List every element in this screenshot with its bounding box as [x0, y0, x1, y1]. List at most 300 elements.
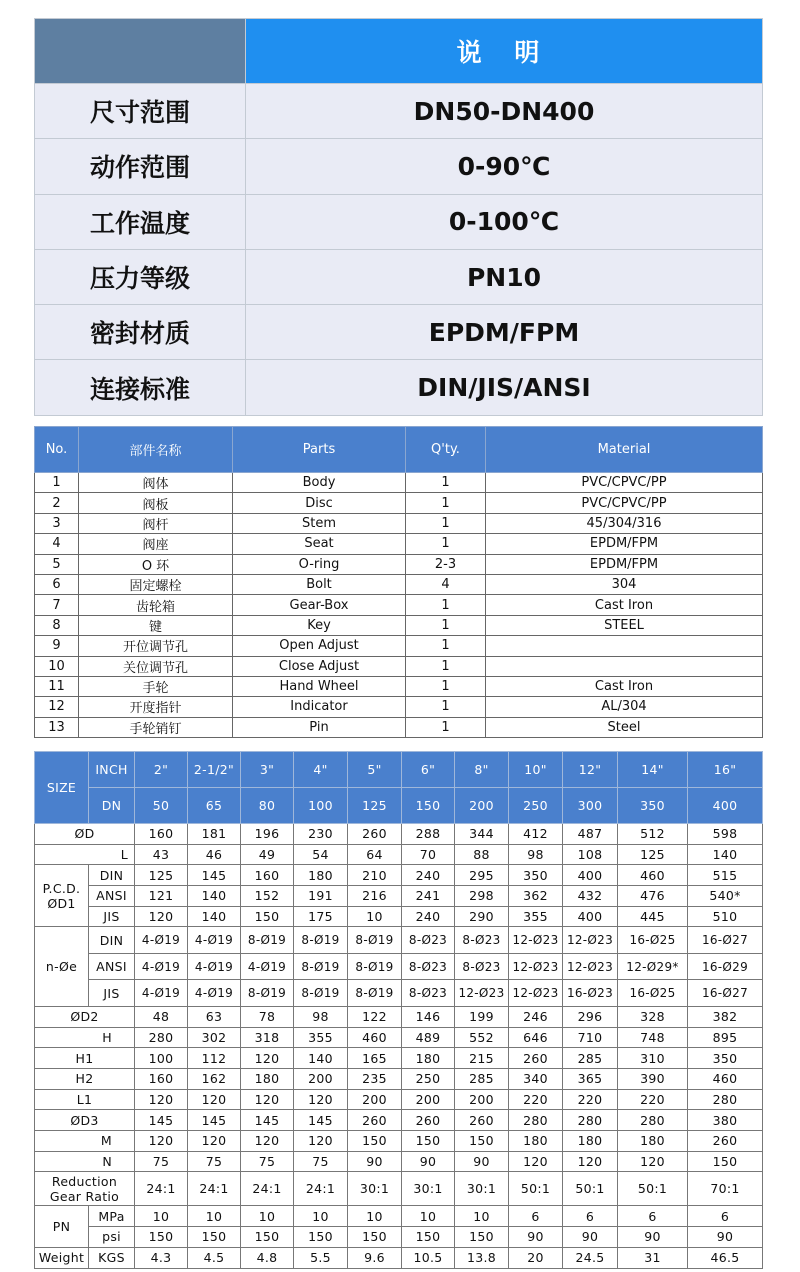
dim-value: 150 — [688, 1151, 763, 1172]
dim-value: 150 — [188, 1227, 241, 1248]
dim-value: 46.5 — [688, 1247, 763, 1268]
row-label: H2 — [35, 1069, 135, 1090]
part-name: O-ring — [233, 554, 406, 574]
dim-value: 302 — [188, 1027, 241, 1048]
row-label: H — [35, 1027, 135, 1048]
dim-value: 46 — [188, 844, 241, 865]
dim-value: 10 — [241, 1206, 294, 1227]
dim-value: 280 — [509, 1110, 563, 1131]
dim-value: 12-Ø23 — [509, 953, 563, 980]
dim-value: 215 — [455, 1048, 509, 1069]
dim-value: 8-Ø19 — [294, 953, 348, 980]
reduction-label-line2: Gear Ratio — [49, 1188, 120, 1204]
dim-value: 4-Ø19 — [241, 953, 294, 980]
dim-value: 250 — [402, 1069, 455, 1090]
dim-value: 10 — [294, 1206, 348, 1227]
dim-value: 160 — [241, 865, 294, 886]
part-name: Body — [233, 473, 406, 493]
dim-value: 8-Ø23 — [402, 980, 455, 1007]
dim-value: 6 — [688, 1206, 763, 1227]
part-name-cn: 固定螺栓 — [79, 574, 233, 594]
dim-value: 235 — [348, 1069, 402, 1090]
part-no: 13 — [35, 717, 79, 737]
spec-label: 工作温度 — [35, 194, 246, 249]
dim-value: 120 — [241, 1089, 294, 1110]
parts-row — [35, 717, 763, 737]
row-l — [35, 844, 763, 865]
spec-row — [35, 139, 763, 194]
dim-value: 150 — [402, 1131, 455, 1152]
part-name-cn: 阀体 — [79, 473, 233, 493]
dim-value: 487 — [563, 824, 618, 845]
row-single — [35, 1151, 763, 1172]
dim-value: 180 — [563, 1131, 618, 1152]
dim-value: 260 — [509, 1048, 563, 1069]
part-no: 4 — [35, 534, 79, 554]
dim-value: 145 — [188, 865, 241, 886]
dim-value: 13.8 — [455, 1247, 509, 1268]
dim-value: 260 — [348, 824, 402, 845]
part-name: Indicator — [233, 697, 406, 717]
dim-value: 50:1 — [563, 1172, 618, 1206]
dim-value: 12-Ø23 — [509, 980, 563, 1007]
part-name: Stem — [233, 513, 406, 533]
part-name: Seat — [233, 534, 406, 554]
dim-value: 120 — [188, 1131, 241, 1152]
dim-value: 162 — [188, 1069, 241, 1090]
spec-label: 密封材质 — [35, 305, 246, 360]
inch-size: 5" — [348, 752, 402, 788]
part-name-cn: 阀座 — [79, 534, 233, 554]
row-pcd — [35, 906, 763, 927]
dim-value: 30:1 — [455, 1172, 509, 1206]
dim-value: 12-Ø23 — [509, 927, 563, 954]
part-name-cn: 关位调节孔 — [79, 656, 233, 676]
standard-label: ANSI — [89, 886, 135, 907]
dim-value: 120 — [135, 1131, 188, 1152]
standard-label: JIS — [89, 906, 135, 927]
part-name: Key — [233, 615, 406, 635]
part-name-cn: O 环 — [79, 554, 233, 574]
part-name: Hand Wheel — [233, 676, 406, 696]
part-material: Steel — [486, 717, 763, 737]
parts-header-qty: Q'ty. — [406, 427, 486, 473]
parts-row — [35, 636, 763, 656]
dim-value: 10 — [455, 1206, 509, 1227]
dim-value: 318 — [241, 1027, 294, 1048]
dim-value: 98 — [294, 1006, 348, 1027]
part-qty: 1 — [406, 493, 486, 513]
row-label: ØD2 — [35, 1006, 135, 1027]
dim-value: 30:1 — [402, 1172, 455, 1206]
parts-header-no: No. — [35, 427, 79, 473]
dim-value: 180 — [402, 1048, 455, 1069]
row-pcd — [35, 886, 763, 907]
dim-value: 552 — [455, 1027, 509, 1048]
spec-value: 0-100℃ — [246, 194, 763, 249]
dim-value: 445 — [618, 906, 688, 927]
dn-size: 250 — [509, 788, 563, 824]
parts-row — [35, 615, 763, 635]
dim-value: 48 — [135, 1006, 188, 1027]
dim-value: 125 — [618, 844, 688, 865]
dim-value: 515 — [688, 865, 763, 886]
unit-label: KGS — [89, 1247, 135, 1268]
spec-corner — [35, 19, 246, 84]
dim-value: 328 — [618, 1006, 688, 1027]
dim-value: 78 — [241, 1006, 294, 1027]
dim-value: 598 — [688, 824, 763, 845]
dims-dn-label: DN — [89, 788, 135, 824]
part-no: 5 — [35, 554, 79, 574]
dim-value: 4-Ø19 — [188, 953, 241, 980]
part-material: AL/304 — [486, 697, 763, 717]
part-no: 6 — [35, 574, 79, 594]
part-no: 11 — [35, 676, 79, 696]
inch-size: 2" — [135, 752, 188, 788]
dim-value: 49 — [241, 844, 294, 865]
dim-value: 748 — [618, 1027, 688, 1048]
parts-row — [35, 554, 763, 574]
part-qty: 1 — [406, 513, 486, 533]
dim-value: 152 — [241, 886, 294, 907]
row-label: L1 — [35, 1089, 135, 1110]
dim-value: 64 — [348, 844, 402, 865]
dim-value: 460 — [618, 865, 688, 886]
spec-value: PN10 — [246, 249, 763, 304]
dim-value: 16-Ø29 — [688, 953, 763, 980]
standard-label: DIN — [89, 865, 135, 886]
dim-value: 145 — [294, 1110, 348, 1131]
part-no: 2 — [35, 493, 79, 513]
spec-label: 压力等级 — [35, 249, 246, 304]
dim-value: 460 — [688, 1069, 763, 1090]
dim-value: 296 — [563, 1006, 618, 1027]
spec-row — [35, 194, 763, 249]
spec-label: 尺寸范围 — [35, 84, 246, 139]
part-no: 10 — [35, 656, 79, 676]
spec-header-row — [35, 19, 763, 84]
dim-value: 63 — [188, 1006, 241, 1027]
part-qty: 1 — [406, 717, 486, 737]
dim-value: 510 — [688, 906, 763, 927]
ne-label: n-Øe — [35, 927, 89, 1007]
dim-value: 191 — [294, 886, 348, 907]
inch-size: 8" — [455, 752, 509, 788]
spec-value: DN50-DN400 — [246, 84, 763, 139]
dim-value: 10 — [348, 906, 402, 927]
dim-value: 98 — [509, 844, 563, 865]
part-name-cn: 手轮 — [79, 676, 233, 696]
dim-value: 100 — [135, 1048, 188, 1069]
dim-value: 90 — [348, 1151, 402, 1172]
part-name: Gear-Box — [233, 595, 406, 615]
inch-size: 4" — [294, 752, 348, 788]
dim-value: 489 — [402, 1027, 455, 1048]
pcd-label-line1: P.C.D. — [42, 880, 81, 896]
dim-value: 412 — [509, 824, 563, 845]
row-ne — [35, 927, 763, 954]
part-qty: 1 — [406, 473, 486, 493]
dim-value: 285 — [455, 1069, 509, 1090]
spec-value: EPDM/FPM — [246, 305, 763, 360]
dim-value: 355 — [509, 906, 563, 927]
inch-size: 3" — [241, 752, 294, 788]
dim-value: 150 — [135, 1227, 188, 1248]
dim-value: 220 — [563, 1089, 618, 1110]
dim-value: 362 — [509, 886, 563, 907]
dim-value: 10.5 — [402, 1247, 455, 1268]
dim-value: 6 — [509, 1206, 563, 1227]
dim-value: 90 — [618, 1227, 688, 1248]
dim-value: 120 — [241, 1048, 294, 1069]
dim-value: 8-Ø19 — [348, 953, 402, 980]
dim-value: 540* — [688, 886, 763, 907]
dim-value: 150 — [455, 1131, 509, 1152]
dim-value: 16-Ø25 — [618, 927, 688, 954]
dim-value: 290 — [455, 906, 509, 927]
dim-value: 150 — [294, 1227, 348, 1248]
parts-header-cn: 部件名称 — [79, 427, 233, 473]
dim-value: 220 — [618, 1089, 688, 1110]
row-weight — [35, 1247, 763, 1268]
dim-value: 4.3 — [135, 1247, 188, 1268]
part-name: Bolt — [233, 574, 406, 594]
row-single — [35, 1110, 763, 1131]
part-name-cn: 手轮销钉 — [79, 717, 233, 737]
dim-value: 140 — [188, 906, 241, 927]
row-pcd — [35, 865, 763, 886]
dim-value: 200 — [402, 1089, 455, 1110]
dim-value: 4.8 — [241, 1247, 294, 1268]
dim-value: 646 — [509, 1027, 563, 1048]
dim-value: 6 — [618, 1206, 688, 1227]
dim-value: 120 — [509, 1151, 563, 1172]
parts-row — [35, 676, 763, 696]
dim-value: 112 — [188, 1048, 241, 1069]
dim-value: 90 — [563, 1227, 618, 1248]
dim-value: 340 — [509, 1069, 563, 1090]
dim-value: 280 — [618, 1110, 688, 1131]
dim-value: 146 — [402, 1006, 455, 1027]
part-no: 9 — [35, 636, 79, 656]
spec-value: DIN/JIS/ANSI — [246, 360, 763, 415]
row-single — [35, 1027, 763, 1048]
dim-value: 6 — [563, 1206, 618, 1227]
parts-row — [35, 656, 763, 676]
dim-value: 260 — [455, 1110, 509, 1131]
standard-label: JIS — [89, 980, 135, 1007]
parts-row — [35, 574, 763, 594]
dim-value: 260 — [688, 1131, 763, 1152]
row-label: H1 — [35, 1048, 135, 1069]
dim-value: 90 — [688, 1227, 763, 1248]
part-name-cn: 开位调节孔 — [79, 636, 233, 656]
dim-value: 180 — [241, 1069, 294, 1090]
dim-value: 200 — [294, 1069, 348, 1090]
dim-value: 8-Ø19 — [348, 980, 402, 1007]
pcd-label — [35, 865, 89, 927]
dim-value: 400 — [563, 906, 618, 927]
dim-value: 216 — [348, 886, 402, 907]
parts-body — [35, 473, 763, 738]
dim-value: 90 — [402, 1151, 455, 1172]
unit-label: MPa — [89, 1206, 135, 1227]
dim-value: 8-Ø23 — [455, 953, 509, 980]
row-label: N — [35, 1151, 135, 1172]
dn-size: 300 — [563, 788, 618, 824]
dim-value: 344 — [455, 824, 509, 845]
dim-value: 390 — [618, 1069, 688, 1090]
parts-header-material: Material — [486, 427, 763, 473]
reduction-label — [35, 1172, 135, 1206]
dim-value: 240 — [402, 865, 455, 886]
part-no: 7 — [35, 595, 79, 615]
dim-value: 90 — [455, 1151, 509, 1172]
parts-row — [35, 534, 763, 554]
dim-value: 476 — [618, 886, 688, 907]
dim-value: 230 — [294, 824, 348, 845]
part-material: 304 — [486, 574, 763, 594]
parts-header-parts: Parts — [233, 427, 406, 473]
dim-value: 4-Ø19 — [188, 927, 241, 954]
dim-value: 298 — [455, 886, 509, 907]
unit-label: psi — [89, 1227, 135, 1248]
standard-label: DIN — [89, 927, 135, 954]
dim-value: 150 — [402, 1227, 455, 1248]
dim-value: 10 — [402, 1206, 455, 1227]
dim-value: 180 — [294, 865, 348, 886]
dim-value: 350 — [509, 865, 563, 886]
dn-size: 350 — [618, 788, 688, 824]
row-ne — [35, 953, 763, 980]
dim-value: 24.5 — [563, 1247, 618, 1268]
inch-size: 6" — [402, 752, 455, 788]
dn-size: 400 — [688, 788, 763, 824]
inch-size: 2-1/2" — [188, 752, 241, 788]
part-name-cn: 开度指针 — [79, 697, 233, 717]
dim-value: 199 — [455, 1006, 509, 1027]
spec-row — [35, 305, 763, 360]
dim-value: 43 — [135, 844, 188, 865]
dims-dn-row — [35, 788, 763, 824]
dim-value: 150 — [348, 1131, 402, 1152]
dim-value: 4.5 — [188, 1247, 241, 1268]
row-label: M — [35, 1131, 135, 1152]
dim-value: 8-Ø19 — [241, 927, 294, 954]
dim-value: 145 — [241, 1110, 294, 1131]
dim-value: 108 — [563, 844, 618, 865]
dim-value: 54 — [294, 844, 348, 865]
dim-value: 125 — [135, 865, 188, 886]
dim-value: 120 — [135, 906, 188, 927]
pcd-label-line2: ØD1 — [47, 895, 76, 911]
dim-value: 90 — [509, 1227, 563, 1248]
dim-value: 200 — [455, 1089, 509, 1110]
row-label: L — [35, 844, 135, 865]
dim-value: 88 — [455, 844, 509, 865]
spec-table — [34, 18, 763, 416]
dim-value: 24:1 — [188, 1172, 241, 1206]
dim-value: 175 — [294, 906, 348, 927]
dn-size: 100 — [294, 788, 348, 824]
dim-value: 288 — [402, 824, 455, 845]
dim-value: 460 — [348, 1027, 402, 1048]
dim-value: 181 — [188, 824, 241, 845]
dim-value: 150 — [348, 1227, 402, 1248]
dim-value: 5.5 — [294, 1247, 348, 1268]
dim-value: 20 — [509, 1247, 563, 1268]
dim-value: 120 — [135, 1089, 188, 1110]
dim-value: 16-Ø23 — [563, 980, 618, 1007]
dim-value: 200 — [348, 1089, 402, 1110]
dim-value: 285 — [563, 1048, 618, 1069]
part-name: Pin — [233, 717, 406, 737]
parts-table — [34, 426, 763, 738]
dim-value: 180 — [509, 1131, 563, 1152]
dim-value: 4-Ø19 — [135, 980, 188, 1007]
dim-value: 280 — [688, 1089, 763, 1110]
spec-label: 连接标准 — [35, 360, 246, 415]
dim-value: 10 — [135, 1206, 188, 1227]
dim-value: 8-Ø23 — [455, 927, 509, 954]
spec-row — [35, 360, 763, 415]
dimensions-table — [34, 751, 763, 1269]
dim-value: 9.6 — [348, 1247, 402, 1268]
row-single — [35, 1089, 763, 1110]
dim-value: 380 — [688, 1110, 763, 1131]
part-no: 8 — [35, 615, 79, 635]
dim-value: 895 — [688, 1027, 763, 1048]
dim-value: 16-Ø27 — [688, 980, 763, 1007]
dim-value: 512 — [618, 824, 688, 845]
dim-value: 400 — [563, 865, 618, 886]
part-name-cn: 阀板 — [79, 493, 233, 513]
weight-label: Weight — [35, 1247, 89, 1268]
dims-inch-label: INCH — [89, 752, 135, 788]
dn-size: 65 — [188, 788, 241, 824]
dim-value: 12-Ø23 — [455, 980, 509, 1007]
part-qty: 1 — [406, 656, 486, 676]
part-qty: 1 — [406, 615, 486, 635]
part-material: STEEL — [486, 615, 763, 635]
dim-value: 8-Ø19 — [241, 980, 294, 1007]
dim-value: 8-Ø23 — [402, 927, 455, 954]
dim-value: 16-Ø27 — [688, 927, 763, 954]
spec-value: 0-90℃ — [246, 139, 763, 194]
parts-row — [35, 595, 763, 615]
parts-row — [35, 513, 763, 533]
dim-value: 8-Ø19 — [294, 980, 348, 1007]
part-material — [486, 636, 763, 656]
parts-row — [35, 493, 763, 513]
dim-value: 150 — [455, 1227, 509, 1248]
row-single — [35, 1006, 763, 1027]
dim-value: 70 — [402, 844, 455, 865]
part-no: 1 — [35, 473, 79, 493]
dim-value: 4-Ø19 — [135, 953, 188, 980]
dim-value: 241 — [402, 886, 455, 907]
dims-inch-row — [35, 752, 763, 788]
part-material — [486, 656, 763, 676]
row-single — [35, 1069, 763, 1090]
dim-value: 355 — [294, 1027, 348, 1048]
dim-value: 160 — [135, 824, 188, 845]
dim-value: 8-Ø23 — [402, 953, 455, 980]
parts-row — [35, 473, 763, 493]
dim-value: 120 — [294, 1131, 348, 1152]
dim-value: 120 — [241, 1131, 294, 1152]
